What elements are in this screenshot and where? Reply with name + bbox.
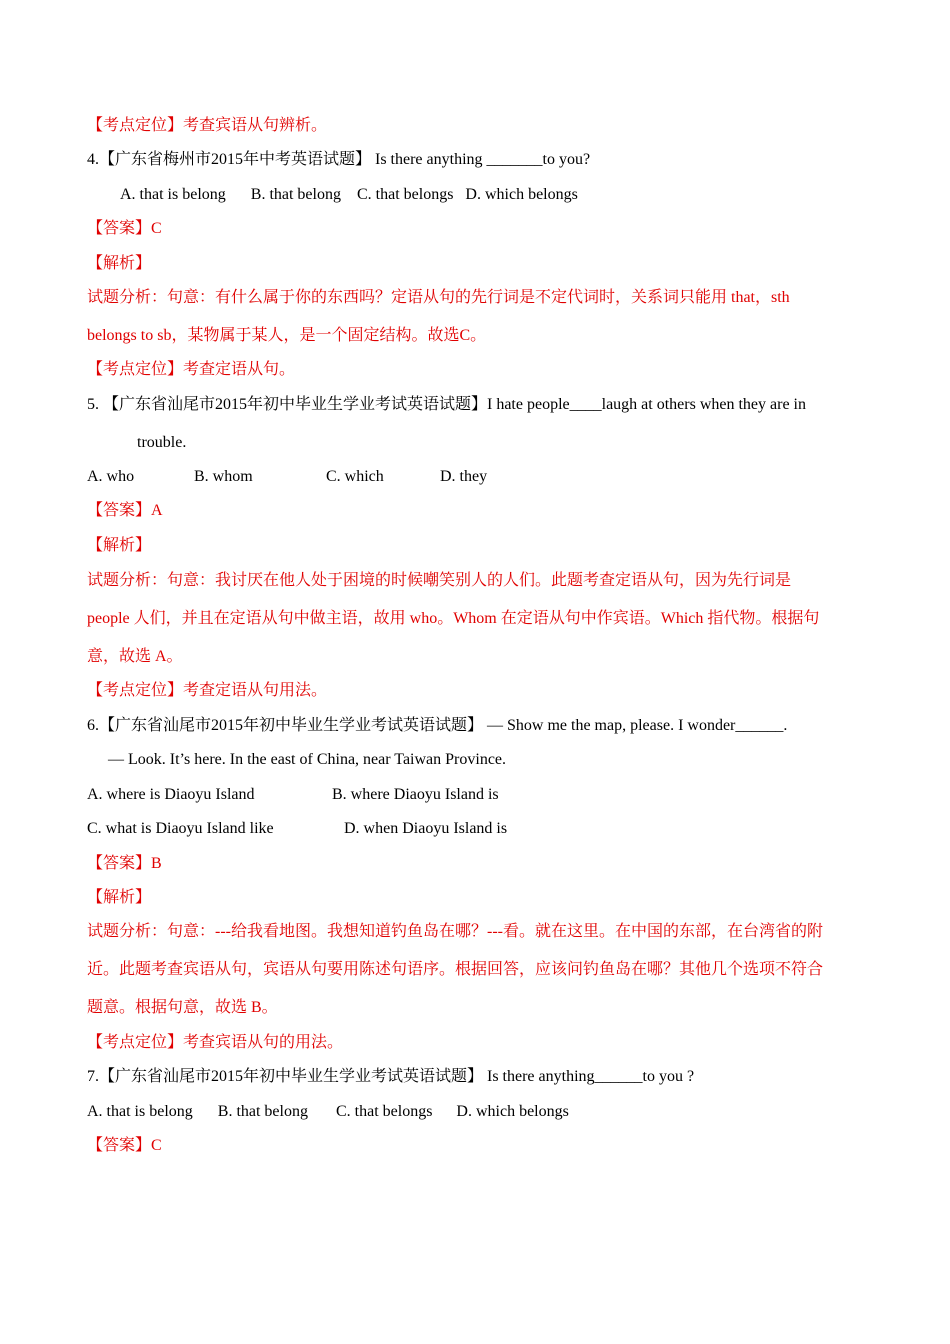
q4-option-c: C. that belongs <box>356 186 454 203</box>
q5-option-c: C. which <box>326 468 384 485</box>
q4-option-b: B. that belong <box>250 186 341 203</box>
q5-stem-1: 5. 【广东省汕尾市2015年初中毕业生学业考试英语试题】I hate people____laugh at others when they are in <box>87 396 807 413</box>
q3-focus: 【考点定位】考查宾语从句辨析。 <box>87 117 328 134</box>
q5-focus: 【考点定位】考查定语从句用法。 <box>87 682 328 699</box>
q7-options <box>87 1101 569 1123</box>
q6-stem-2: — Look. It’s here. In the east of China, near Taiwan Province. <box>108 751 507 768</box>
q6-option-a: A. where is Diaoyu Island <box>87 786 255 803</box>
q4-stem: 4.【广东省梅州市2015年中考英语试题】 Is there anything _______to you? <box>87 151 591 168</box>
q6-analysis-2: 近。此题考查宾语从句，宾语从句要用陈述句语序。根据回答，应该问钓鱼岛在哪？其他几个选项不符合 <box>87 961 824 978</box>
q6-analysis-1: 试题分析：句意：---给我看地图。我想知道钓鱼岛在哪？---看。就在这里。在中国的东部，在台湾省的附 <box>87 923 823 940</box>
q6-analysis-label: 【解析】 <box>87 889 152 906</box>
q6-answer: 【答案】B <box>87 855 162 872</box>
q7-stem: 7.【广东省汕尾市2015年初中毕业生学业考试英语试题】 Is there anything______to you ? <box>87 1068 695 1085</box>
q5-option-d: D. they <box>440 468 488 485</box>
q6-options-row2 <box>87 818 507 840</box>
q4-analysis-2: belongs to sb，某物属于某人，是一个固定结构。故选C。 <box>87 327 487 344</box>
q4-analysis-1: 试题分析：句意：有什么属于你的东西吗？定语从句的先行词是不定代词时，关系词只能用 that，sth <box>87 289 790 306</box>
q4-option-d: D. which belongs <box>465 186 578 203</box>
q6-option-d: D. when Diaoyu Island is <box>344 820 508 837</box>
q4-answer: 【答案】C <box>87 220 162 237</box>
q6-option-b: B. where Diaoyu Island is <box>332 786 499 803</box>
q4-option-a: A. that is belong <box>120 186 226 203</box>
q5-stem-2: trouble. <box>137 434 187 451</box>
q5-analysis-2: people 人们，并且在定语从句中做主语，故用 who。Whom 在定语从句中作宾语。Which 指代物。根据句 <box>87 610 820 627</box>
q7-option-a: A. that is belong <box>87 1103 193 1120</box>
q7-option-b: B. that belong <box>217 1103 308 1120</box>
q5-analysis-1: 试题分析：句意：我讨厌在他人处于困境的时候嘲笑别人的人们。此题考查定语从句，因为先行词是 <box>87 572 792 589</box>
q7-option-c: C. that belongs <box>335 1103 433 1120</box>
q5-option-a: A. who <box>87 468 135 485</box>
q7-option-d: D. which belongs <box>456 1103 569 1120</box>
q6-analysis-3: 题意。根据句意，故选 B。 <box>87 999 278 1016</box>
q4-focus: 【考点定位】考查定语从句。 <box>87 361 296 378</box>
q5-analysis-label: 【解析】 <box>87 537 152 554</box>
q7-answer: 【答案】C <box>87 1137 162 1154</box>
q4-options <box>120 184 578 206</box>
q4-analysis-label: 【解析】 <box>87 255 152 272</box>
q6-option-c: C. what is Diaoyu Island like <box>87 820 274 837</box>
q5-options <box>87 466 487 488</box>
q5-analysis-3: 意，故选 A。 <box>87 648 183 665</box>
q6-focus: 【考点定位】考查宾语从句的用法。 <box>87 1034 344 1051</box>
q5-option-b: B. whom <box>194 468 253 485</box>
q5-answer: 【答案】A <box>87 502 163 519</box>
q6-options-row1 <box>87 784 499 806</box>
q6-stem-1: 6.【广东省汕尾市2015年初中毕业生学业考试英语试题】 — Show me the map, please. I wonder______. <box>87 717 788 734</box>
